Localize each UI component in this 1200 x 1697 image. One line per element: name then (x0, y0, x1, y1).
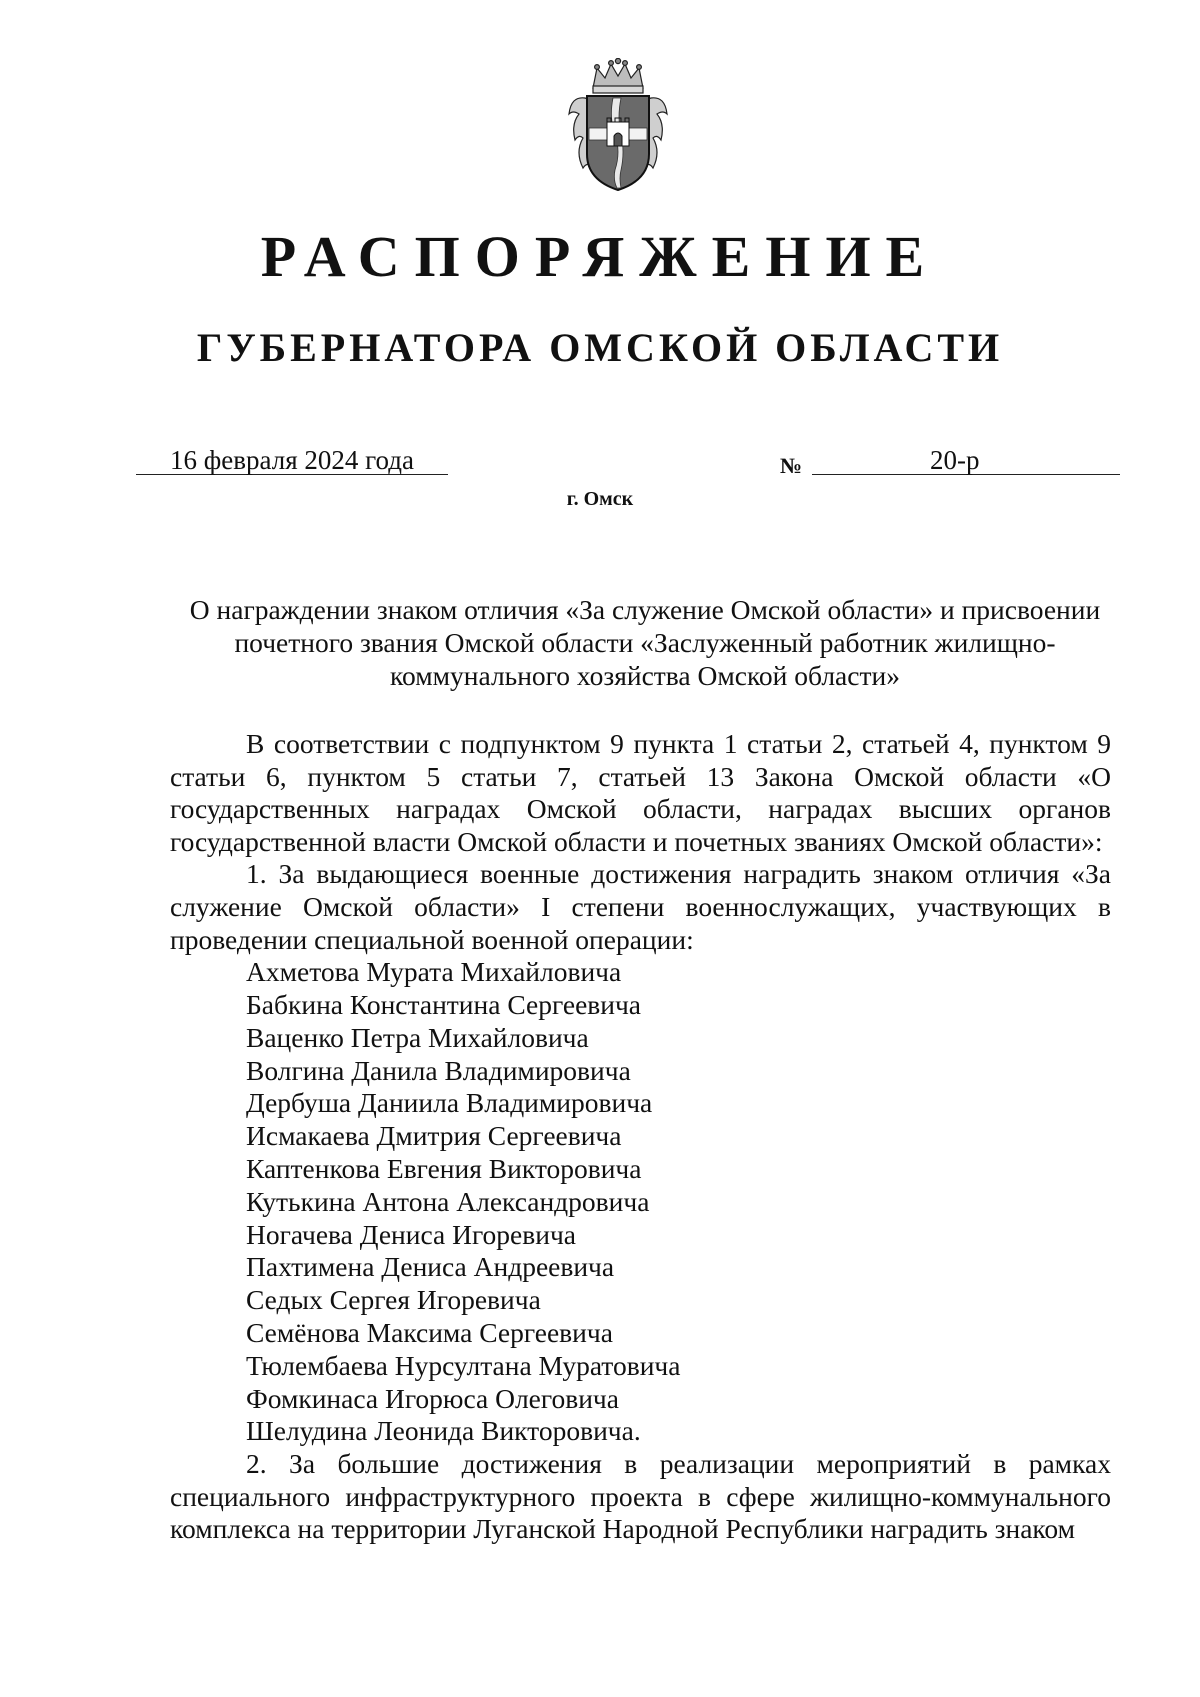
preamble-paragraph: В соответствии с подпунктом 9 пункта 1 статьи 2, статьей 4, пунктом 9 статьи 6, пунктом 5 статьи 7, статьей 13 Закона Омской области «О государственных наградах Омской области, наградах высших органов государственной власти Омской области и почетных званиях Омской области»: (170, 728, 1111, 857)
awardee-name: Кутькина Антона Александровича (246, 1185, 650, 1217)
awardee-name: Седых Сергея Игоревича (246, 1284, 541, 1316)
awardee-name: Ваценко Петра Михайловича (246, 1021, 589, 1053)
document-body (170, 728, 1111, 1546)
awardee-name: Пахтимена Дениса Андреевича (246, 1251, 615, 1283)
awardee-name: Волгина Данила Владимировича (246, 1054, 631, 1086)
awardee-list (170, 956, 1111, 1448)
awardee-name: Семёнова Максима Сергеевича (246, 1316, 613, 1348)
awardee-name: Исмакаева Дмитрия Сергеевича (246, 1120, 622, 1152)
awardee-name: Дербуша Даниила Владимировича (246, 1087, 653, 1119)
coat-of-arms-icon (563, 58, 673, 194)
awardee-name: Шелудина Леонида Викторовича. (246, 1415, 641, 1447)
number-label: № (780, 453, 803, 478)
crown-icon (593, 58, 643, 93)
fortress-icon (607, 118, 629, 146)
awardee-name: Бабкина Константина Сергеевича (246, 988, 642, 1020)
document-number: 20-р (930, 445, 980, 475)
document-number-field (812, 442, 1120, 475)
awardee-name: Фомкинаса Игорюса Олеговича (246, 1382, 619, 1414)
document-date: 16 февраля 2024 года (136, 442, 448, 475)
item-2-paragraph: 2. За большие достижения в реализации мероприятий в рамках специального инфраструктурного проекта в сфере жилищно-коммунального комплекса на территории Луганской Народной Республики наградить знаком (170, 1448, 1111, 1545)
awardee-name: Каптенкова Евгения Викторовича (246, 1152, 642, 1184)
document-type-title: РАСПОРЯЖЕНИЕ (260, 224, 940, 289)
awardee-name: Ногачева Дениса Игоревича (246, 1218, 576, 1250)
city-label: г. Омск (566, 488, 634, 510)
awardee-name: Ахметова Мурата Михайловича (246, 956, 622, 988)
issuer-title: ГУБЕРНАТОРА ОМСКОЙ ОБЛАСТИ (196, 325, 1004, 370)
item-1-paragraph: 1. За выдающиеся военные достижения наградить знаком отличия «За служение Омской области» I степени военнослужащих, участвующих в проведении специальной военной операции: (170, 858, 1111, 955)
document-subject: О награждении знаком отличия «За служение Омской области» и присвоении почетного звания Омской области «Заслуженный работник жилищно-коммунального хозяйства Омской области» (189, 594, 1101, 691)
awardee-name: Тюлембаева Нурсултана Муратовича (246, 1349, 681, 1381)
